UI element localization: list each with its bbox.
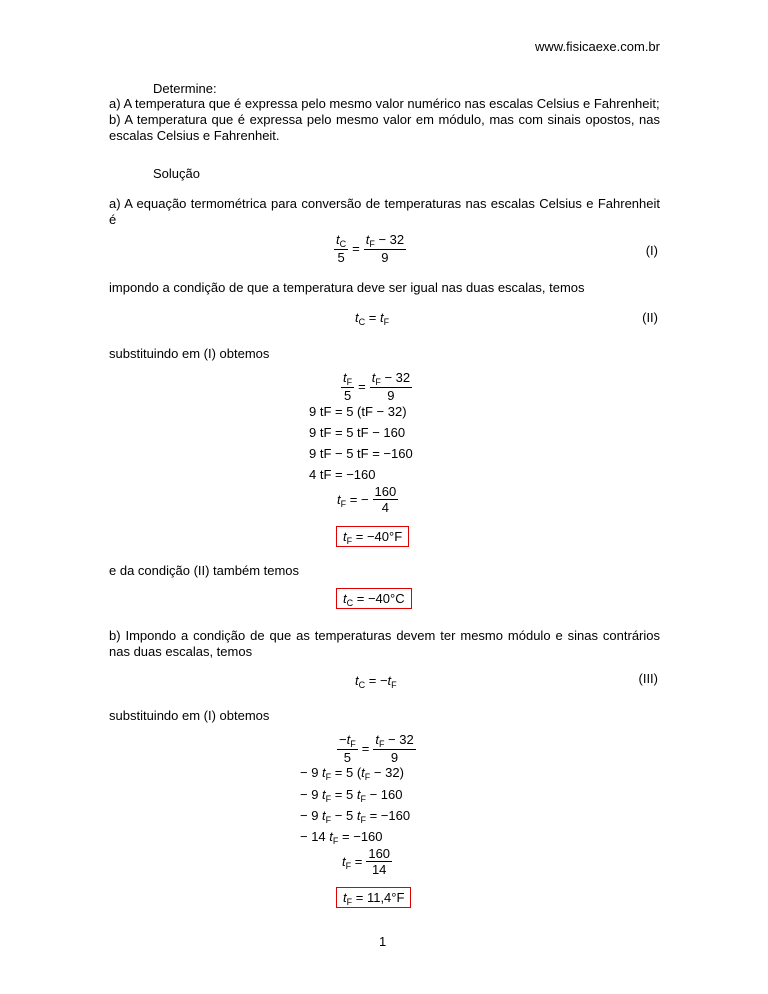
equation-iii-tag: (III): [638, 671, 658, 686]
derivation-b-line-1: − 9 $t_F = 5$ $(t_F - 32)$: [300, 765, 404, 782]
result-tc-a-value: −40°C: [367, 591, 405, 606]
substitution-text-2: substituindo em (I) obtemos: [109, 708, 270, 723]
condition-2-text: e da condição (II) também temos: [109, 563, 300, 578]
condition-text: impondo a condição de que a temperatura deve ser igual nas duas escalas, temos: [109, 280, 585, 295]
result-tf-a-value: −40°F: [366, 529, 403, 544]
derivation-a-fraction: $\frac{t_F}{5}$ = $\frac{t_F - 32}{9}$: [343, 370, 411, 403]
derivation-b-line-2: − 9 $t_F = 5$ $t_F - 160$: [300, 787, 403, 804]
derivation-a-line-2: 9 tF = 5 tF − 160: [309, 425, 406, 440]
solution-title: Solução: [153, 166, 200, 181]
equation-i-tag: (I): [645, 243, 658, 258]
derivation-a-line-3: 9 tF − 5 tF = −160: [309, 446, 413, 461]
result-tc-a: $t_C = -40^\circ C$: [336, 588, 412, 609]
substitution-text-1: substituindo em (I) obtemos: [109, 346, 270, 361]
derivation-b-line-3: − 9 $t_F - 5$ $t_F = -160$: [300, 808, 411, 825]
part-b-text: b) Impondo a condição de que as temperaturas devem ter mesmo módulo e sinas contrários nas duas escalas, temos: [109, 628, 660, 659]
part-a-text: a) A equação termométrica para conversão de temperaturas nas escalas Celsius e Fahrenheit é: [109, 196, 660, 227]
derivation-b-line-4: − 14 $t_F = -160$: [300, 829, 383, 846]
site-url: www.fisicaexe.com.br: [535, 39, 660, 54]
derivation-b-division: $t_F$ = $\frac{160}{14}$: [342, 846, 391, 877]
result-tf-a: $t_F = -40^\circ F$: [336, 526, 409, 547]
equation-i: $\frac{t_C}{5}$ = $\frac{t_F - 32}{9}$: [336, 232, 405, 265]
result-tf-b-value: 11,4°F: [366, 890, 405, 905]
result-tf-b: $t_F = 11,4^\circ F$: [336, 887, 411, 908]
page-number: 1: [379, 934, 387, 949]
equation-iii: $t_C = -t_F$: [355, 673, 397, 690]
derivation-a-line-1: 9 tF = 5 (tF − 32): [309, 404, 407, 419]
item-a-text: a) A temperatura que é expressa pelo mesmo valor numérico nas escalas Celsius e Fahrenheit;: [109, 96, 660, 111]
derivation-a-line-4: 4 tF = −160: [309, 467, 376, 482]
derivation-a-division: $t_F$ = − $\frac{160}{4}$: [337, 484, 397, 515]
equation-ii-tag: (II): [642, 310, 658, 325]
derivation-b-fraction: $\frac{-t_F}{5}$ = $\frac{t_F - 32}{9}$: [339, 732, 414, 765]
equation-ii: $t_C = t_F$: [355, 310, 390, 327]
item-b-text: b) A temperatura que é expressa pelo mesmo valor em módulo, mas com sinais opostos, nas escalas Celsius e Fahrenheit.: [109, 112, 660, 143]
determine-label: Determine:: [153, 81, 217, 96]
